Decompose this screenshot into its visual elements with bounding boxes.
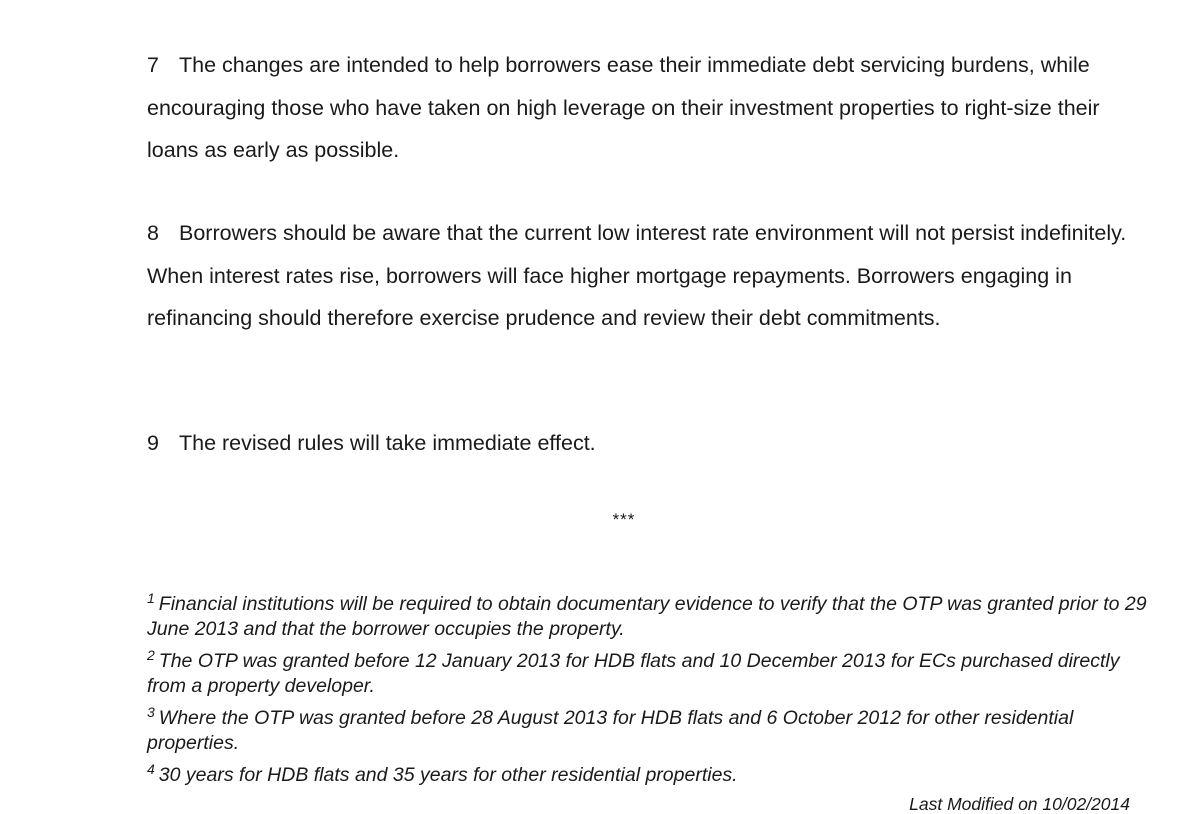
footnote-text: Where the OTP was granted before 28 August 2013 for HDB flats and 6 October 2012 for other residential properties. [147,707,1074,754]
footnote-3 [147,706,1147,756]
paragraph-text: The revised rules will take immediate effect. [179,431,596,455]
last-modified-date: Last Modified on 10/02/2014 [909,794,1130,814]
footnote-mark: 4 [147,761,155,777]
footnote-mark: 1 [147,590,155,606]
paragraph-number: 7 [147,53,159,77]
footnote-mark: 2 [147,647,155,663]
paragraph-7 [147,44,1127,172]
footnote-1 [147,592,1147,642]
footnote-2 [147,649,1147,699]
footnotes [147,592,1147,795]
footnote-text: The OTP was granted before 12 January 2013 for HDB flats and 10 December 2013 for ECs purchased directly from a property developer. [147,650,1120,697]
paragraph-number: 8 [147,221,159,245]
section-divider: *** [612,510,636,529]
footnote-4 [147,763,1147,788]
footnote-text: Financial institutions will be required to obtain documentary evidence to verify that the OTP was granted prior to 29 June 2013 and that the borrower occupies the property. [147,593,1147,640]
paragraph-text: Borrowers should be aware that the current low interest rate environment will not persist indefinitely. When interest rates rise, borrowers will face higher mortgage repayments. Borrowers engaging in refinancing should therefore exercise prudence and review their debt commitments. [147,221,1127,330]
paragraph-9 [147,422,1127,465]
footnote-text: 30 years for HDB flats and 35 years for other residential properties. [158,764,738,786]
paragraph-8 [147,212,1127,340]
footnote-mark: 3 [147,704,155,720]
paragraph-number: 9 [147,431,159,455]
paragraph-text: The changes are intended to help borrowers ease their immediate debt servicing burdens, while encouraging those who have taken on high leverage on their investment properties to right-size their loans as early as possible. [147,53,1100,162]
